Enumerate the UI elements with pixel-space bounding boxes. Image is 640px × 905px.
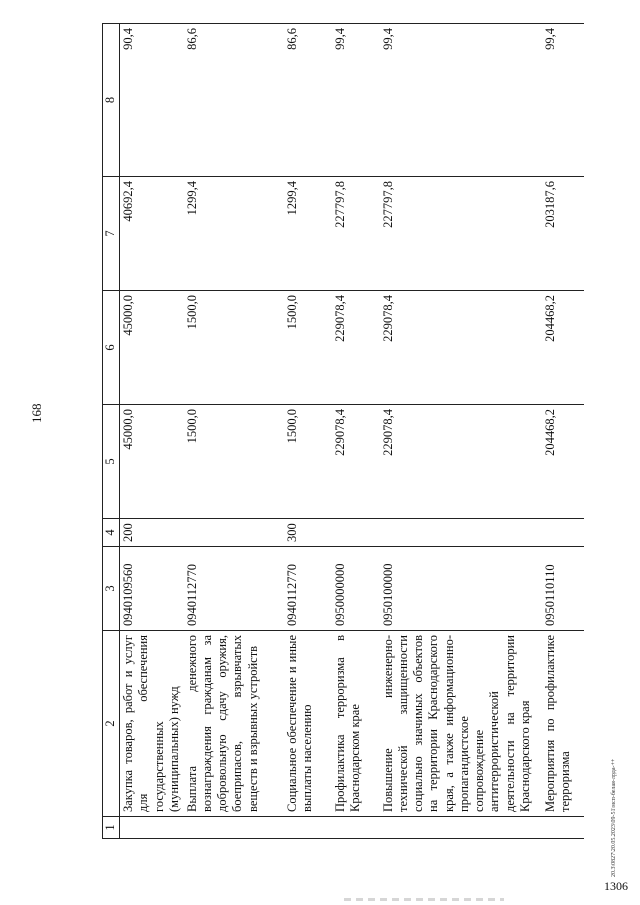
column-header: 4 — [103, 519, 120, 547]
expense-type-cell — [380, 519, 542, 547]
percent-cell: 99,4 — [542, 24, 584, 177]
row-name-cell: Выплата денежного вознаграждения гражданам за добровольную сдачу оружия, боеприпасов, взрывчатых веществ и взрывных устройств — [184, 631, 284, 817]
percent-cell: 99,4 — [332, 24, 380, 177]
budget-table — [102, 23, 584, 839]
target-code-cell: 0940112770 — [284, 547, 332, 631]
value-cell-6: 1500,0 — [184, 291, 284, 405]
value-cell-6: 45000,0 — [120, 291, 184, 405]
expense-type-cell — [184, 519, 284, 547]
value-cell-5: 229078,4 — [332, 405, 380, 519]
value-cell-6: 229078,4 — [380, 291, 542, 405]
row-number-cell — [184, 817, 284, 839]
value-cell-7: 203187,6 — [542, 177, 584, 291]
value-cell-7: 227797,8 — [380, 177, 542, 291]
value-cell-7: 1299,4 — [284, 177, 332, 291]
value-cell-5: 1500,0 — [184, 405, 284, 519]
column-header: 2 — [103, 631, 120, 817]
row-number-cell — [284, 817, 332, 839]
expense-type-cell: 200 — [120, 519, 184, 547]
row-name-cell: Мероприятия по профилактике терроризма — [542, 631, 584, 817]
expense-type-cell: 300 — [284, 519, 332, 547]
target-code-cell: 0950110110 — [542, 547, 584, 631]
column-header: 6 — [103, 291, 120, 405]
value-cell-7: 1299,4 — [184, 177, 284, 291]
column-header: 8 — [103, 24, 120, 177]
table-row — [380, 24, 542, 839]
column-header: 1 — [103, 817, 120, 839]
value-cell-5: 229078,4 — [380, 405, 542, 519]
column-header: 7 — [103, 177, 120, 291]
target-code-cell: 0940109560 — [120, 547, 184, 631]
page-number: 168 — [29, 403, 44, 423]
expense-type-cell — [332, 519, 380, 547]
percent-cell: 86,6 — [284, 24, 332, 177]
value-cell-6: 229078,4 — [332, 291, 380, 405]
row-number-cell — [380, 817, 542, 839]
table-row — [284, 24, 332, 839]
scan-artifact — [344, 898, 504, 901]
folio-number: 1306 — [604, 879, 628, 893]
column-header: 3 — [103, 547, 120, 631]
budget-table-rotated — [102, 24, 582, 839]
row-name-cell: Повышение инженерно-технической защищенности социально значимых объектов на территории Краснодарского края, а также информационно-пропагандистское сопровождение антитеррористической деятельности на территории Краснодарского края — [380, 631, 542, 817]
table-row — [332, 24, 380, 839]
value-cell-5: 204468,2 — [542, 405, 584, 519]
row-number-cell — [332, 817, 380, 839]
percent-cell: 86,6 — [184, 24, 284, 177]
row-number-cell — [542, 817, 584, 839]
value-cell-5: 1500,0 — [284, 405, 332, 519]
row-number-cell — [120, 817, 184, 839]
table-header-row — [103, 24, 120, 839]
percent-cell: 90,4 — [120, 24, 184, 177]
table-row — [120, 24, 184, 839]
value-cell-7: 40692,4 — [120, 177, 184, 291]
percent-cell: 99,4 — [380, 24, 542, 177]
row-name-cell: Закупка товаров, работ и услуг для обеспечения государственных (муниципальных) нужд — [120, 631, 184, 817]
column-header: 5 — [103, 405, 120, 519]
expense-type-cell — [542, 519, 584, 547]
value-cell-7: 227797,8 — [332, 177, 380, 291]
value-cell-5: 45000,0 — [120, 405, 184, 519]
document-footer-code: 20.3\0827\20.05.2023\09-51\мсп-белая-лрда-++ — [611, 758, 617, 877]
row-name-cell: Профилактика терроризма в Краснодарском крае — [332, 631, 380, 817]
target-code-cell: 0950000000 — [332, 547, 380, 631]
target-code-cell: 0940112770 — [184, 547, 284, 631]
value-cell-6: 204468,2 — [542, 291, 584, 405]
value-cell-6: 1500,0 — [284, 291, 332, 405]
table-row — [542, 24, 584, 839]
table-row — [184, 24, 284, 839]
target-code-cell: 0950100000 — [380, 547, 542, 631]
row-name-cell: Социальное обеспечение и иные выплаты населению — [284, 631, 332, 817]
